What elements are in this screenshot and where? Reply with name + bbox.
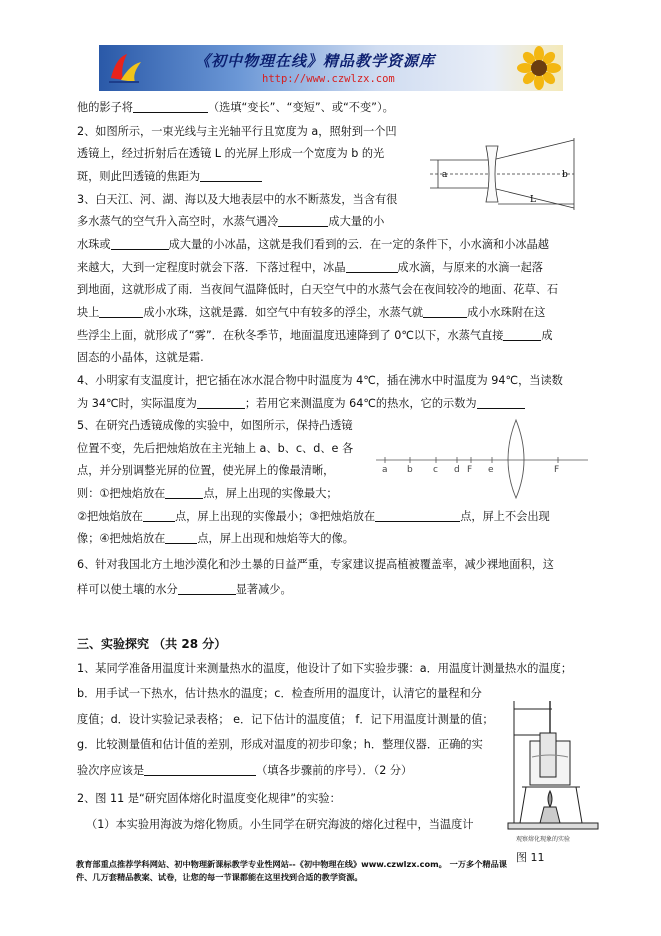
text-line: [77, 736, 483, 752]
sunflower-icon: [517, 46, 561, 90]
text-segment: 成小水珠附在这: [467, 306, 546, 319]
text-segment: 位置不变，先后把烛焰放在主光轴上 a、b、c、d、e 各: [77, 442, 354, 455]
text-segment: 度值；d．设计实验记录表格； e．记下估计的温度值； f．记下用温度计测量的值；: [77, 713, 494, 726]
text-segment: 样可以使土壤的水分: [77, 583, 178, 596]
text-line: [77, 213, 384, 229]
answer-blank[interactable]: [423, 306, 467, 318]
answer-blank[interactable]: [143, 510, 175, 522]
banner-url[interactable]: http://www.czwlzx.com: [262, 73, 395, 85]
answer-blank[interactable]: [375, 510, 460, 522]
fig5-point-b: b: [407, 465, 413, 475]
text-segment: 像；④把烛焰放在: [77, 532, 166, 545]
text-line: [77, 440, 353, 456]
text-segment: 他的影子将: [77, 101, 133, 114]
text-line: [77, 304, 545, 320]
text-segment: 验次序应该是: [77, 764, 145, 777]
text-line: [77, 236, 549, 252]
text-segment: 成大量的小: [328, 215, 385, 228]
text-segment: 固态的小晶体，这就是霜.: [77, 351, 204, 364]
text-segment: 点，屏上出现和烛焰等大的像。: [197, 532, 354, 545]
text-segment: 2、如图所示，一束光线与主光轴平行且宽度为 a，照射到一个凹: [77, 125, 397, 138]
text-segment: 点，屏上出现的实像最小；③把烛焰放在: [174, 510, 376, 523]
text-segment: 些浮尘上面，就形成了“雾”．在秋冬季节，地面温度迅速降到了 0℃以下，水蒸气直接: [77, 329, 504, 342]
text-line: [77, 530, 354, 546]
logo-icon: [105, 48, 145, 88]
text-line: [77, 462, 334, 478]
text-line: [77, 485, 338, 501]
text-line: [77, 395, 525, 411]
text-segment: 到地面，这就形成了雨．当夜间气温降低时，白天空气中的水蒸气会在夜间较冷的地面、花草、石: [77, 283, 559, 296]
answer-blank[interactable]: [133, 101, 208, 113]
convex-lens-figure: [374, 418, 590, 500]
text-segment: 1、某同学准备用温度计来测量热水的温度，他设计了如下实验步骤：a．用温度计测量热水的温度；: [77, 662, 573, 675]
text-line: [77, 349, 204, 365]
text-line: [77, 417, 353, 433]
text-segment: b．用手试一下热水，估计热水的温度；c．检查所用的温度计，认清它的量程和分: [77, 687, 482, 700]
text-line: [77, 556, 554, 572]
text-segment: 成小水珠，这就是露．如空气中有较多的浮尘，水蒸气就: [143, 306, 424, 319]
text-line: [77, 685, 482, 701]
text-segment: （选填“变长”、“变短”、或“不变”）。: [207, 101, 394, 114]
text-segment: 显著减少。: [235, 583, 292, 596]
text-line: [77, 191, 397, 207]
text-segment: 水珠或: [77, 238, 111, 251]
answer-blank[interactable]: [477, 397, 525, 409]
text-line: [77, 790, 341, 806]
answer-blank[interactable]: [503, 329, 541, 341]
banner-title: 《初中物理在线》精品教学资源库: [195, 52, 436, 70]
answer-blank[interactable]: [144, 764, 256, 776]
text-line: [86, 816, 474, 832]
text-segment: 来越大，大到一定程度时就会下落．下落过程中，冰晶: [77, 261, 346, 274]
section-heading: 三、实验探究 （共 28 分）: [77, 637, 227, 651]
text-segment: 多水蒸气的空气升入高空时，水蒸气遇冷: [77, 215, 279, 228]
answer-blank[interactable]: [99, 306, 143, 318]
answer-blank[interactable]: [346, 261, 398, 273]
text-segment: 为 34℃时，实际温度为: [77, 397, 197, 410]
fig5-point-d: d: [454, 465, 460, 475]
text-line: [77, 762, 412, 778]
footer-line-2: 件、几万套精品教案、试卷，让您的每一节课都能在这里找到合适的教学资源。: [76, 872, 363, 882]
answer-blank[interactable]: [165, 487, 203, 499]
text-segment: 3、白天江、河、湖、海以及大地表层中的水不断蒸发，当含有很: [77, 193, 398, 206]
text-segment: ；若用它来测温度为 64℃的热水，它的示数为: [244, 397, 477, 410]
header-banner: [99, 45, 563, 91]
text-line: [77, 99, 394, 115]
answer-blank[interactable]: [200, 170, 262, 182]
answer-blank[interactable]: [165, 532, 197, 544]
melting-apparatus-figure: [504, 695, 604, 845]
text-line: [77, 660, 572, 676]
fig2-label-b: b: [562, 170, 568, 180]
text-segment: g．比较测量值和估计值的差别，形成对温度的初步印象；h．整理仪器．正确的实: [77, 738, 483, 751]
text-line: [77, 581, 292, 597]
answer-blank[interactable]: [178, 583, 236, 595]
text-line: [77, 327, 553, 343]
answer-blank[interactable]: [278, 215, 328, 227]
text-segment: 成: [541, 329, 553, 342]
text-segment: 2、图 11 是“研究固体熔化时温度变化规律”的实验：: [77, 792, 341, 805]
fig5-point-f1: F: [467, 465, 473, 475]
footer-line-1: 教育部重点推荐学科网站、初中物理新课标教学专业性网站--《初中物理在线》www.czwlzx.com。 一万多个精品课: [76, 859, 507, 869]
text-line: [77, 123, 397, 139]
fig2-label-l: L: [530, 195, 536, 205]
text-line: [77, 281, 558, 297]
text-line: [77, 168, 262, 184]
text-line: [77, 508, 550, 524]
fig11-label: 图 11: [516, 851, 545, 864]
text-segment: 斑，则此凹透镜的焦距为: [77, 170, 201, 183]
text-segment: 6、针对我国北方土地沙漠化和沙土暴的日益严重，专家建议提高植被覆盖率，减少裸地面积，这: [77, 558, 554, 571]
text-segment: 成水滴，与原来的水滴一起落: [397, 261, 543, 274]
text-segment: 5、在研究凸透镜成像的实验中，如图所示，保持凸透镜: [77, 419, 353, 432]
fig5-point-f2: F: [554, 465, 560, 475]
fig5-point-c: c: [433, 465, 438, 475]
fig5-point-e: e: [488, 465, 494, 475]
text-segment: 块上: [77, 306, 100, 319]
text-segment: 点，屏上出现的实像最大；: [203, 487, 338, 500]
fig11-caption: 观察熔化现象的实验: [516, 836, 571, 843]
answer-blank[interactable]: [197, 397, 245, 409]
fig2-label-a: a: [442, 170, 448, 180]
text-segment: 成大量的小冰晶，这就是我们看到的云．在一定的条件下，小水滴和小冰晶越: [168, 238, 549, 251]
answer-blank[interactable]: [111, 238, 169, 250]
text-line: [77, 145, 384, 161]
text-segment: ②把烛焰放在: [77, 510, 143, 523]
concave-lens-figure: [428, 136, 578, 212]
fig5-point-a: a: [382, 465, 388, 475]
text-line: [77, 259, 543, 275]
text-segment: 点，并分别调整光屏的位置，使光屏上的像最清晰，: [77, 464, 335, 477]
text-segment: 则：①把烛焰放在: [77, 487, 166, 500]
text-segment: （填各步骤前的序号）．（2 分）: [256, 764, 413, 777]
text-line: [77, 372, 563, 388]
text-line: [77, 711, 494, 727]
text-segment: 透镜上，经过折射后在透镜 L 的光屏上形成一个宽度为 b 的光: [77, 147, 385, 160]
text-segment: 4、小明家有支温度计，把它插在冰水混合物中时温度为 4℃，插在沸水中时温度为 94℃，当读数: [77, 374, 563, 387]
text-segment: （1）本实验用海波为熔化物质。小生同学在研究海波的熔化过程中，当温度计: [86, 818, 474, 831]
text-segment: 点，屏上不会出现: [460, 510, 550, 523]
